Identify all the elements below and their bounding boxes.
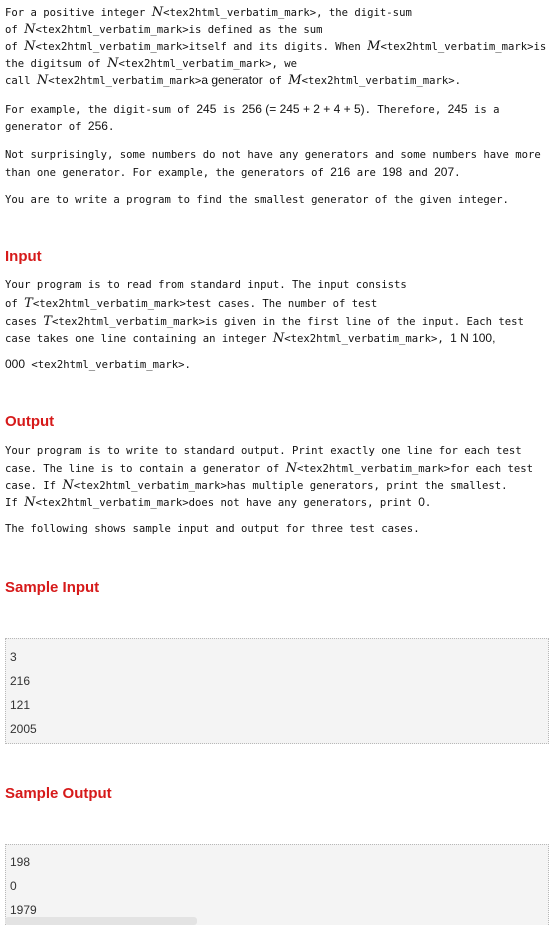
text-line	[5, 277, 407, 294]
input-section	[5, 270, 550, 380]
math-variable: T	[43, 314, 52, 329]
text-segment: . Therefore,	[364, 104, 448, 116]
sample-input-heading: Sample Input	[5, 579, 100, 596]
text-segment: case. The line is to contain a generator of	[5, 463, 286, 475]
text-segment: <tex2html_verbatim_mark>, the digit-sum	[163, 7, 412, 19]
text-segment: <tex2html_verbatim_mark>for each test	[297, 463, 534, 475]
text-line	[5, 4, 412, 22]
text-segment: than one generator. For example, the generators of	[5, 167, 331, 179]
output-section	[5, 436, 550, 546]
text-line	[5, 330, 495, 348]
text-segment: case. If	[5, 480, 63, 492]
math-number: 198	[382, 165, 403, 179]
text-line	[5, 295, 377, 313]
horizontal-scrollbar[interactable]	[5, 917, 197, 925]
sample-input-line: 2005	[10, 722, 37, 736]
text-segment: You are to write a program to find the smallest generator of the given integer.	[5, 194, 509, 206]
math-number: 245	[447, 102, 468, 116]
math-number: 1 N 100,	[450, 331, 496, 345]
text-segment: Your program is to read from standard input. The input consists	[5, 279, 407, 291]
sample-input-box[interactable]	[5, 638, 549, 744]
sample-output-line: 0	[10, 879, 17, 893]
text-line	[5, 164, 461, 182]
sample-output-line: 1979	[10, 903, 37, 917]
math-number: 256	[87, 119, 108, 133]
text-segment: <tex2html_verbatim_mark>	[48, 75, 202, 87]
text-line	[5, 38, 546, 56]
math-variable: N	[24, 39, 36, 54]
text-segment: is a	[467, 104, 500, 116]
text-segment: <tex2html_verbatim_mark>is defined as the sum	[35, 24, 323, 36]
math-number: a generator	[201, 73, 263, 87]
math-variable: N	[36, 73, 49, 88]
math-variable: M	[367, 39, 381, 54]
math-variable: M	[288, 73, 302, 88]
text-segment: <tex2html_verbatim_mark>, we	[118, 58, 298, 70]
text-line	[5, 477, 507, 495]
text-segment: Your program is to write to standard output. Print exactly one line for each test	[5, 445, 522, 457]
math-number: 0	[418, 495, 425, 509]
text-line	[5, 21, 323, 39]
text-segment: For a positive integer	[5, 7, 152, 19]
math-variable: N	[24, 495, 36, 510]
text-segment: <tex2html_verbatim_mark>.	[301, 75, 462, 87]
text-segment: If	[5, 497, 25, 509]
text-segment: <tex2html_verbatim_mark>does not have any generators, print	[35, 497, 419, 509]
text-segment: .	[454, 167, 461, 179]
text-segment: <tex2html_verbatim_mark>,	[284, 333, 451, 345]
text-segment: of	[262, 75, 289, 87]
text-segment: <tex2html_verbatim_mark>itself and its digits. When	[35, 41, 368, 53]
text-segment: <tex2html_verbatim_mark>is given in the first line of the input. Each test	[51, 316, 524, 328]
math-variable: N	[62, 478, 74, 493]
text-segment: is	[216, 104, 242, 116]
text-line	[5, 101, 500, 119]
text-segment: .	[424, 497, 432, 509]
output-heading: Output	[5, 413, 55, 430]
text-segment: The following shows sample input and output for three test cases.	[5, 523, 420, 535]
sample-output-line: 198	[10, 855, 31, 869]
text-line	[5, 494, 431, 512]
text-line	[5, 521, 420, 538]
text-line	[5, 72, 461, 90]
text-segment: <tex2html_verbatim_mark>has multiple generators, print the smallest.	[73, 480, 508, 492]
math-variable: N	[24, 22, 36, 37]
sample-input-line: 121	[10, 698, 31, 712]
math-variable: N	[107, 56, 119, 71]
sample-output-heading: Sample Output	[5, 785, 112, 802]
text-segment: of	[5, 24, 25, 36]
text-segment: <tex2html_verbatim_mark>test cases. The number of test	[32, 298, 378, 310]
text-line	[5, 313, 524, 331]
math-number: 000	[5, 357, 26, 371]
text-line	[5, 55, 297, 73]
input-heading: Input	[5, 248, 42, 265]
text-segment: of	[5, 41, 25, 53]
math-number: 207	[434, 165, 455, 179]
text-line	[5, 443, 522, 460]
math-number: 216	[330, 165, 351, 179]
problem-description	[5, 0, 550, 220]
text-segment: call	[5, 75, 37, 87]
math-variable: N	[151, 5, 164, 20]
text-segment: <tex2html_verbatim_mark>is	[380, 41, 547, 53]
text-segment: Not surprisingly, some numbers do not have any generators and some numbers have more	[5, 149, 541, 161]
text-line	[5, 118, 114, 136]
text-line	[5, 192, 509, 209]
text-segment: are	[350, 167, 383, 179]
math-variable: N	[272, 331, 285, 346]
math-variable: N	[285, 461, 298, 476]
math-number: 256 (= 245 + 2 + 4 + 5)	[241, 102, 365, 116]
text-segment: the digitsum of	[5, 58, 108, 70]
math-number: 245	[196, 102, 217, 116]
text-line	[5, 356, 191, 374]
text-line	[5, 460, 533, 478]
text-segment: cases	[5, 316, 44, 328]
text-segment: For example, the digit-sum of	[5, 104, 197, 116]
text-line	[5, 147, 541, 164]
text-segment: .	[107, 121, 115, 133]
text-segment: case takes one line containing an integer	[5, 333, 273, 345]
text-segment: <tex2html_verbatim_mark>.	[25, 359, 191, 371]
sample-input-line: 3	[10, 650, 17, 664]
text-segment: generator of	[5, 121, 88, 133]
sample-input-line: 216	[10, 674, 31, 688]
text-segment: and	[402, 167, 435, 179]
text-segment: of	[5, 298, 25, 310]
math-variable: T	[24, 296, 33, 311]
sample-output-box[interactable]	[5, 844, 549, 925]
